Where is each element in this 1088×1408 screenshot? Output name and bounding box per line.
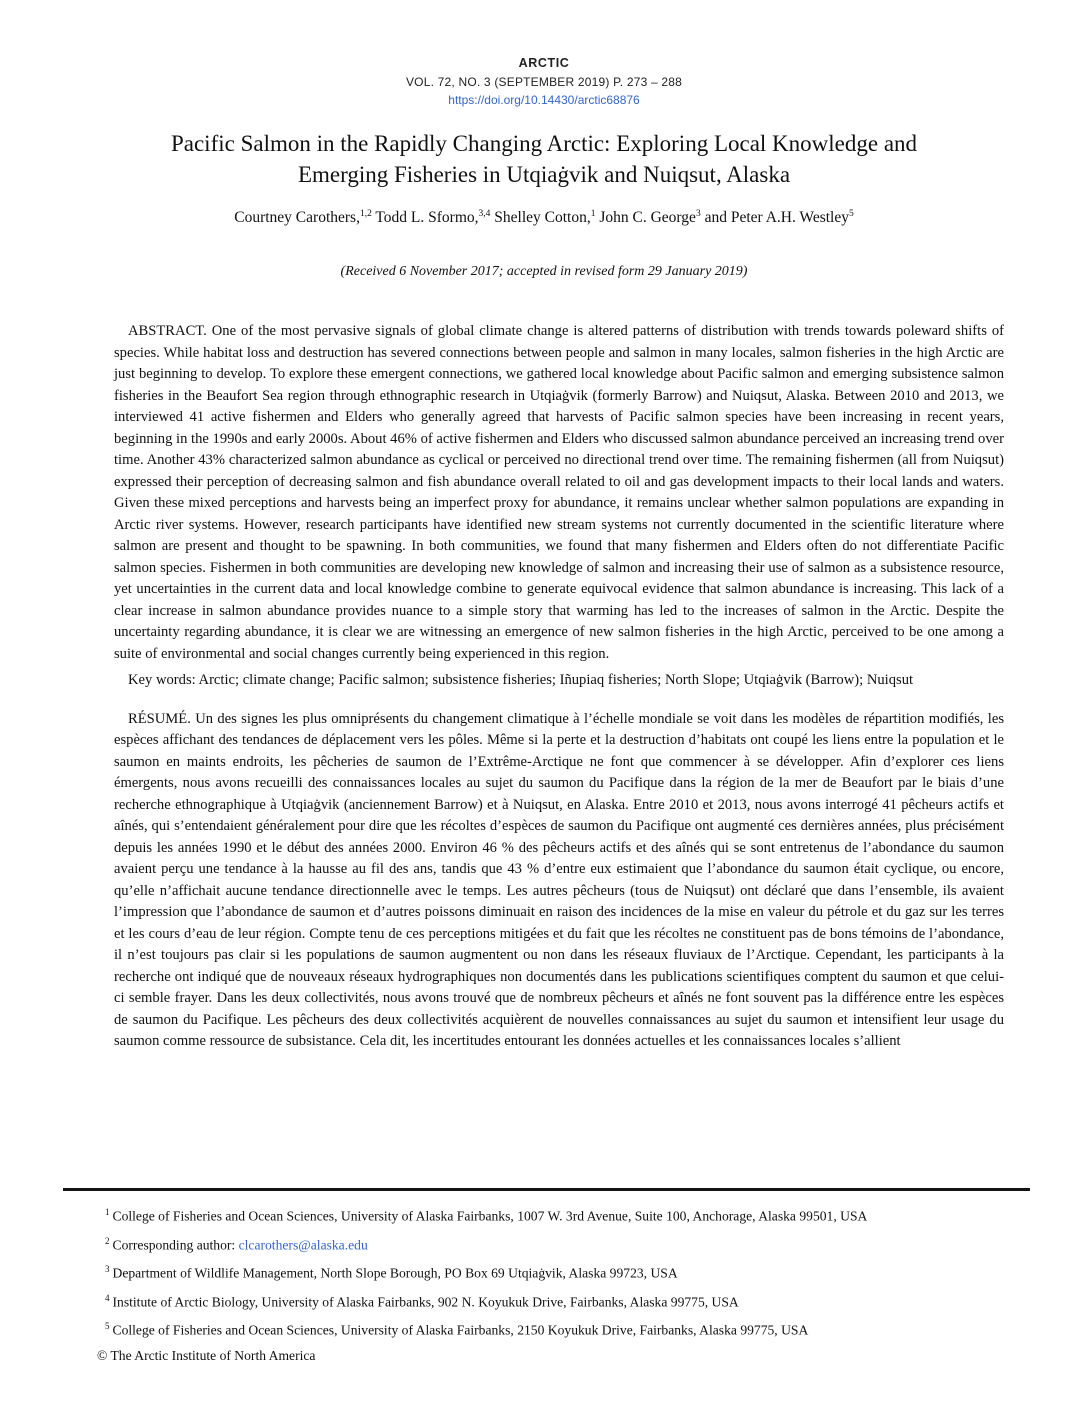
article-title-line2: Emerging Fisheries in Utqiaġvik and Nuiqsut, Alaska [297, 162, 791, 187]
author-affiliation-mark: 3 [695, 209, 701, 219]
author-affiliation-mark: 5 [848, 209, 854, 219]
author-name: Courtney Carothers, [234, 209, 360, 227]
footnote: $^3$ Department of Wildlife Management, North Slope Borough, PO Box 69 Utqiaġvik, Alaska 99723, USA [105, 1264, 678, 1281]
author-name: John C. George [595, 209, 696, 227]
author-affiliation-mark: 3,4 [478, 209, 491, 219]
keywords-paragraph: Key words: Arctic; climate change; Pacific salmon; subsistence fisheries; Iñupiaq fisheries; North Slope; Utqiaġvik (Barrow); Nuiqsut [128, 672, 914, 689]
abstract-paragraph: ABSTRACT. One of the most pervasive signals of global climate change is altered patterns of distribution with trends towards poleward shifts of species. While habitat loss and destruction has severed connections between people and salmon in many locales, salmon fisheries in the high Arctic are just beginning to develop. To explore these emergent connections, we gathered local knowledge about Pacific salmon and emerging subsistence salmon fisheries in the Beaufort Sea region through ethnographic research in Utqiaġvik (formerly Barrow) and Nuiqsut, Alaska. Between 2010 and 2013, we interviewed 41 active fishermen and Elders who generally agreed that harvests of Pacific salmon species have been increasing in recent years, beginning in the 1990s and early 2000s. About 46% of active fishermen and Elders who discussed salmon abundance perceived an increasing trend over time. Another 43% characterized salmon abundance as cyclical or perceived no directional trend over time. The remaining fishermen (all from Nuiqsut) expressed their perception of decreasing salmon and fish abundance overall related to oil and gas development impacts to their local lands and waters. Given these mixed perceptions and harvests being an imperfect proxy for abundance, it remains unclear whether salmon populations are expanding in Arctic river systems. However, research participants have identified new stream systems not currently documented in the scientific literature where salmon are present and thought to be spawning. In both communities, we found that many fishermen and Elders often do not differentiate Pacific salmon species. Fishermen in both communities are developing new knowledge of salmon and increasing their use of salmon as a subsistence resource, yet uncertainties in the current data and local knowledge combine to generate equivocal evidence that salmon abundance is increasing. This lack of a clear increase in salmon abundance provides nuance to a simple story that warming has led to the increases of salmon in the Arctic. Despite the uncertainty regarding abundance, it is clear we are witnessing an emergence of new salmon fisheries in the high Arctic, perceived to be one among a suite of environmental and social changes currently being experienced in this region. [114, 323, 1004, 662]
footnote-section [63, 1188, 1030, 1368]
author-affiliation-mark: 1 [590, 209, 596, 219]
author-name: and Peter A.H. Westley [700, 209, 849, 227]
article-body [114, 321, 1004, 1053]
footnote: $^2$ Corresponding author: clcarothers@alaska.edu [105, 1235, 368, 1253]
footnote-marker: 5 [105, 1321, 110, 1332]
journal-name: ARCTIC [518, 56, 570, 70]
article-title [0, 128, 1088, 190]
author-affiliation-mark: 1,2 [359, 209, 372, 219]
author-name: Todd L. Sformo, [371, 209, 479, 227]
doi-link[interactable]: https://doi.org/10.14430/arctic68876 [448, 93, 640, 107]
journal-header [0, 0, 1088, 107]
resume-paragraph: RÉSUMÉ. Un des signes les plus omniprésents du changement climatique à l’échelle mondiale se voit dans les modèles de répartition modifiés, les espèces affichant des tendances de déplacement vers les pôles. Même si la perte et la destruction d’habitats ont coupé les liens entre la population et le saumon en maints endroits, les pêcheries de saumon de l’Extrême-Arctique ne font que commencer à se développer. Afin d’explorer ces liens émergents, nous avons recueilli des connaissances locales au sujet du saumon du Pacifique dans la région de la mer de Beaufort par le biais d’une recherche ethnographique à Utqiaġvik (anciennement Barrow) et à Nuiqsut, en Alaska. Entre 2010 et 2013, nous avons interrogé 41 pêcheurs actifs et aînés, qui s’entendaient généralement pour dire que les récoltes d’espèces de saumon du Pacifique ont augmenté ces dernières années, plus précisément depuis les années 1990 et le début des années 2000. Environ 46 % des pêcheurs actifs et des aînés qui se sont entretenus de l’abondance du saumon avaient perçu une tendance à la hausse au fil des ans, tandis que 43 % d’entre eux estimaient que l’abondance du saumon était cyclique, ou encore, qu’elle n’affichait aucune tendance directionnelle avec le temps. Les autres pêcheurs (tous de Nuiqsut) ont déclaré que dans l’ensemble, ils avaient l’impression que l’abondance de saumon et d’autres poissons diminuait en raison des incidences de la mise en valeur du pétrole et du gaz sur les terres et les cours d’eau de leur région. Compte tenu de ces perceptions mitigées et du fait que les récoltes ne constituent pas de bons témoins de l’abondance, il n’est toujours pas clair si les populations de saumon augmentent ou non dans les réseaux fluviaux de l’Arctique. Cependant, les participants à la recherche ont indiqué que de nouveaux réseaux hydrographiques non documentés dans les publications scientifiques comptent du saumon et que celui-ci semble frayer. Dans les deux collectivités, nous avons trouvé que de nombreux pêcheurs et aînés ne font souvent pas la différence entre les espèces de saumon du Pacifique. Les pêcheurs des deux collectivités acquièrent de nouvelles connaissances au sujet du saumon et intensifient leur usage du saumon comme ressource de subsistance. Cela dit, les incertitudes entourant les données actuelles et les connaissances locales s’allient [114, 710, 1004, 1050]
doi-line [0, 93, 1088, 107]
footnote-marker: 3 [105, 1264, 110, 1275]
author-line [0, 209, 1088, 227]
received-line: (Received 6 November 2017; accepted in revised form 29 January 2019) [340, 264, 748, 280]
copyright-line: © The Arctic Institute of North America [97, 1347, 316, 1363]
footnote-marker: 4 [105, 1292, 110, 1303]
footnote: $^1$ College of Fisheries and Ocean Sciences, University of Alaska Fairbanks, 1007 W. 3rd Avenue, Suite 100, Anchorage, Alaska 99501, USA [105, 1207, 868, 1224]
author-name: Shelley Cotton, [490, 209, 591, 227]
title-block [0, 128, 1088, 227]
footnote-list [63, 1200, 1030, 1343]
footnote: $^5$ College of Fisheries and Ocean Sciences, University of Alaska Fairbanks, 2150 Koyukuk Drive, Fairbanks, Alaska 99775, USA [105, 1321, 809, 1338]
footnote-marker: 2 [105, 1235, 110, 1246]
issue-line: VOL. 72, NO. 3 (SEPTEMBER 2019) P. 273 – 288 [405, 75, 683, 89]
footnote-marker: 1 [105, 1207, 110, 1217]
email-link[interactable]: clcarothers@alaska.edu [238, 1237, 368, 1253]
footnote: $^4$ Institute of Arctic Biology, University of Alaska Fairbanks, 902 N. Koyukuk Drive, Fairbanks, Alaska 99775, USA [105, 1292, 739, 1310]
article-title-line1: Pacific Salmon in the Rapidly Changing Arctic: Exploring Local Knowledge and [170, 131, 918, 156]
